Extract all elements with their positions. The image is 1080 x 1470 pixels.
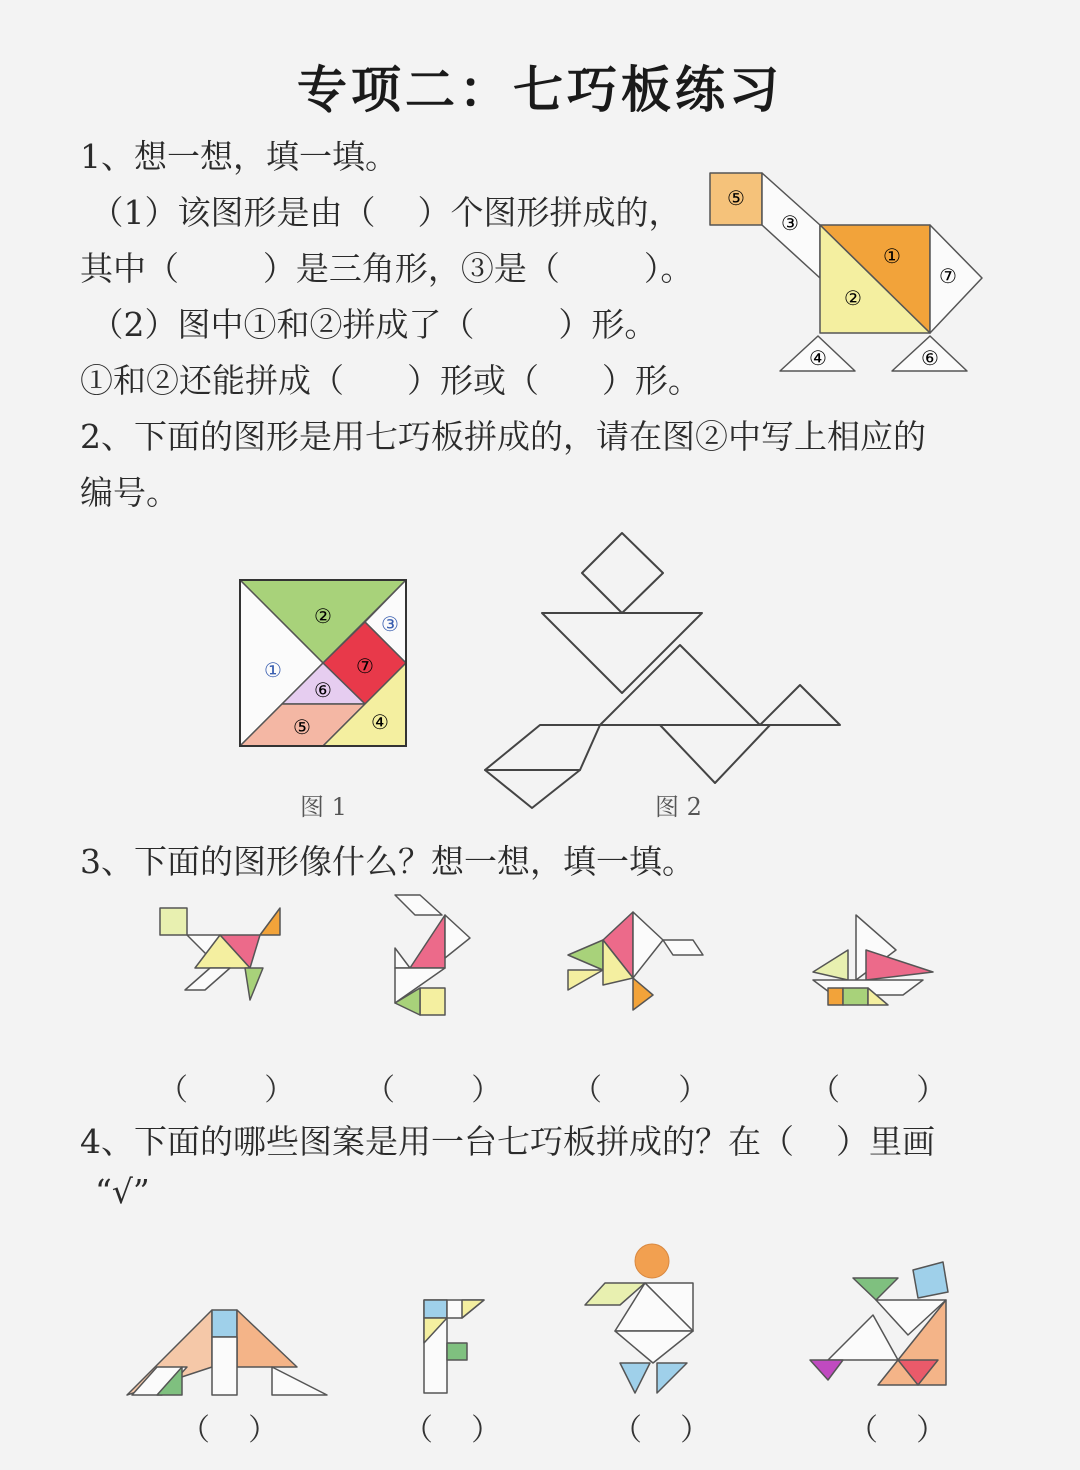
fig1-label-2: ② — [314, 604, 332, 628]
fig1-label-3: ③ — [381, 612, 399, 636]
q3-dog-figure — [155, 905, 285, 1005]
label-5: ⑤ — [727, 186, 745, 210]
q4-answer-blank-2[interactable]: （ ） — [403, 1413, 502, 1448]
q3-bird-figure — [563, 910, 708, 1020]
q4-answer-blank-4[interactable]: （ ） — [848, 1413, 947, 1448]
fig2-middle-triangle — [600, 645, 760, 725]
q1-heading: 1、想一想，填一填。 — [80, 137, 398, 176]
q4-runner-figure — [808, 1260, 953, 1390]
q2-line1: 2、下面的图形是用七巧板拼成的，请在图②中写上相应的 — [80, 417, 926, 456]
fig2-caption: 图 2 — [655, 793, 702, 821]
q1-tangram-figure — [705, 168, 985, 378]
q4-line2: “√” — [95, 1172, 150, 1211]
q4-person-figure — [585, 1243, 700, 1398]
label-3: ③ — [781, 211, 799, 235]
label-2: ② — [844, 286, 862, 310]
q4-line1: 4、下面的哪些图案是用一台七巧板拼成的？在（ ）里画 — [80, 1122, 935, 1161]
fig2-leg-triangle — [660, 725, 770, 783]
fig2-left-small-triangle — [485, 770, 580, 808]
fig1-label-7: ⑦ — [356, 654, 374, 678]
q1-part1-line1: （1）该图形是由（ ）个图形拼成的， — [80, 193, 682, 232]
q2-figure-1 — [240, 580, 410, 750]
q4-letter-f-figure — [422, 1298, 492, 1398]
q2-figure-2 — [480, 525, 850, 815]
q2-line2: 编号。 — [80, 473, 179, 512]
q3-answer-blank-4[interactable]: （ ） — [810, 1073, 947, 1108]
fig1-label-6: ⑥ — [314, 678, 332, 702]
q4-answer-blank-1[interactable]: （ ） — [180, 1413, 279, 1448]
q1-part2-line2: ①和②还能拼成（ ）形或（ ）形。 — [80, 361, 701, 400]
q1-part1-line2: 其中（ ）是三角形，③是（ ）。 — [80, 249, 694, 288]
fig2-square — [582, 533, 663, 613]
label-1: ① — [883, 244, 901, 268]
fig2-top-triangle — [542, 613, 702, 693]
label-6: ⑥ — [921, 346, 939, 370]
q3-answer-blank-2[interactable]: （ ） — [365, 1073, 502, 1108]
fig1-label-4: ④ — [371, 710, 389, 734]
page-title: 专项二：七巧板练习 — [297, 61, 783, 119]
fig1-caption: 图 1 — [300, 793, 347, 821]
q1-part2-line1: （2）图中①和②拼成了（ ）形。 — [80, 305, 658, 344]
label-7: ⑦ — [939, 264, 957, 288]
label-4: ④ — [809, 346, 827, 370]
q3-answer-blank-1[interactable]: （ ） — [158, 1073, 295, 1108]
q3-boat-figure — [808, 910, 938, 1015]
q3-heading: 3、下面的图形像什么？想一想，填一填。 — [80, 842, 695, 881]
q4-answer-blank-3[interactable]: （ ） — [612, 1413, 711, 1448]
fig2-parallelogram — [485, 725, 600, 770]
q3-rabbit-figure — [390, 893, 480, 1018]
fig2-right-small-triangle — [760, 685, 840, 725]
q4-arch-figure — [122, 1305, 332, 1400]
fig1-label-5: ⑤ — [293, 715, 311, 739]
fig1-label-1: ① — [264, 658, 282, 682]
q3-answer-blank-3[interactable]: （ ） — [572, 1073, 709, 1108]
